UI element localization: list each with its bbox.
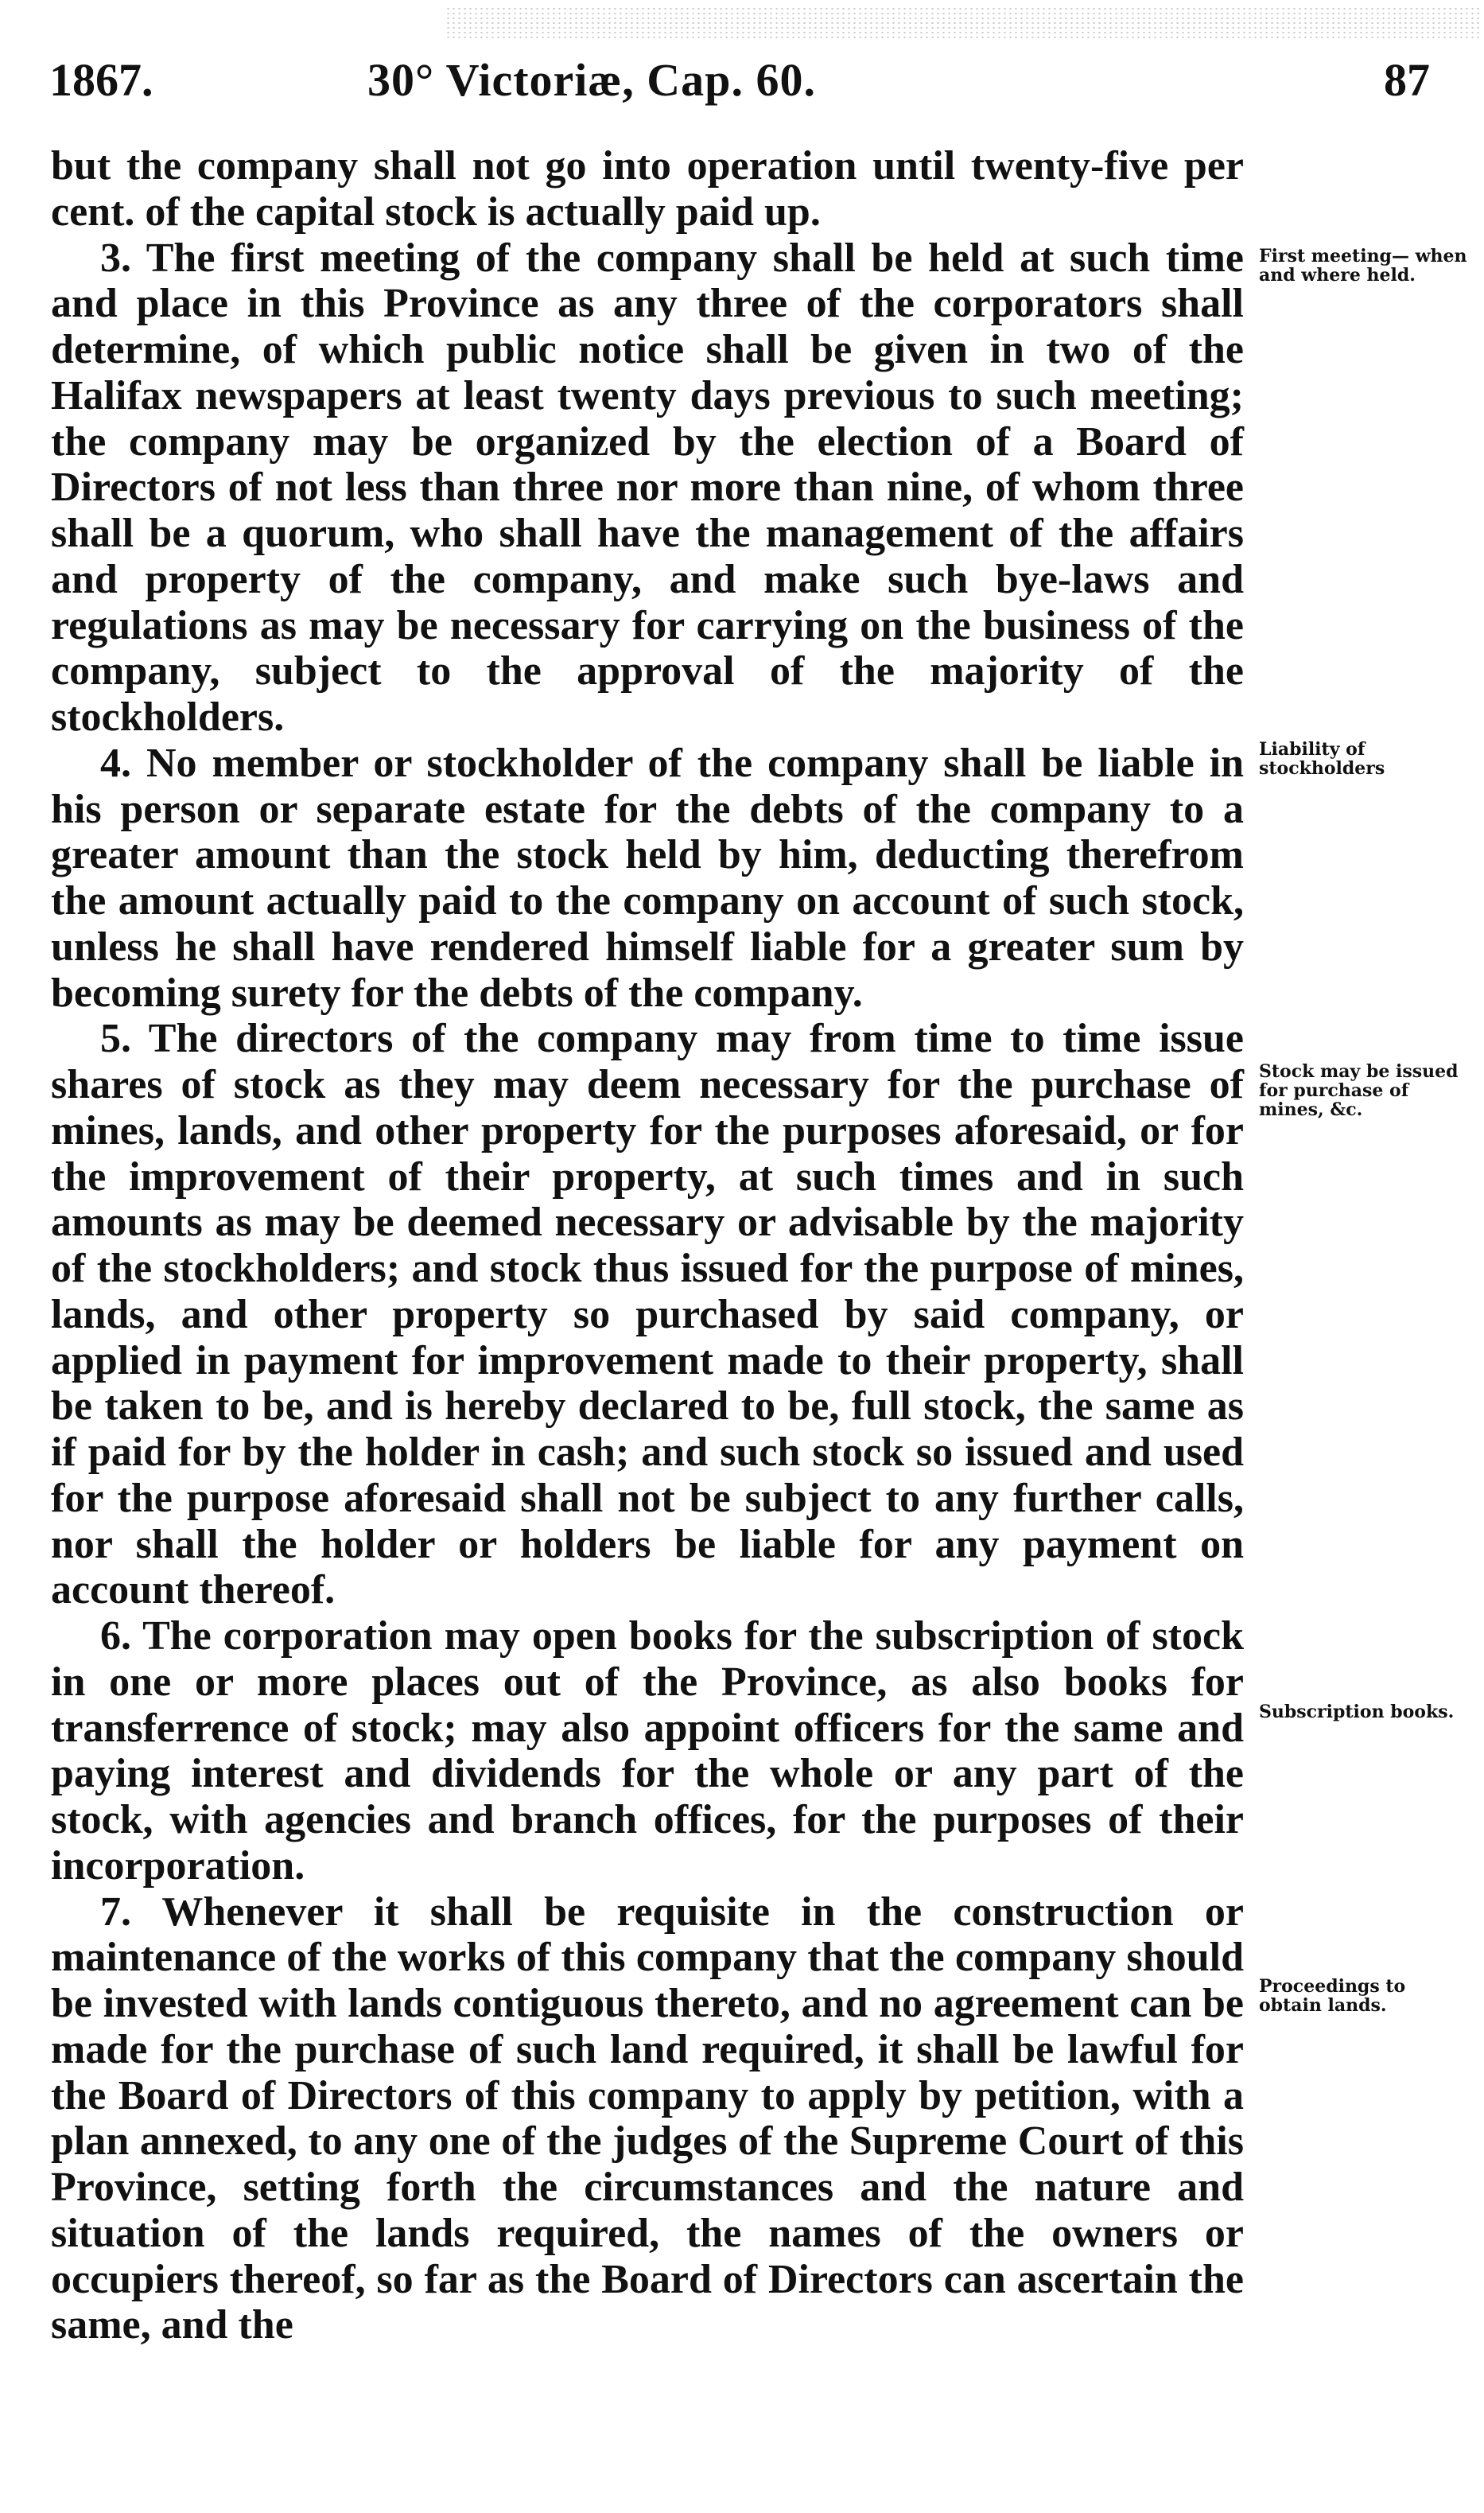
section-5 [51,1016,1244,1613]
section-text: The corporation may open books for the subscription of stock in one or more places out of the Province, as also books for transferrence of stock; may also appoint officers for the same and paying interest and dividends for the whole or any part of the stock, with agencies and branch offices, for the purposes of their incorporation. [51,1613,1244,1889]
section-text: The directors of the company may from time to time issue shares of stock as they may deem necessary for the purchase of mines, lands, and other property for the purposes aforesaid, or for the improvement of their property, at such times and in such amounts as may be deemed necessary or advisable by the majority of the stockholders; and stock thus issued for the purpose of mines, lands, and other property so purchased by said company, or applied in payment for improvement made to their property, shall be taken to be, and is hereby declared to be, full stock, the same as if paid for by the holder in cash; and such stock so issued and used for the purpose aforesaid shall not be subject to any further calls, nor shall the holder or holders be liable for any payment on account thereof. [51,1016,1245,1613]
margin-note-stock-issue: Stock may be issued for purchase of mines, &c. [1259,1061,1459,1120]
header-title: 30° Victoriæ, Cap. 60. [367,54,816,106]
header-year: 1867. [49,54,153,106]
statute-body [51,143,1244,2348]
page-number: 87 [1384,54,1430,106]
section-number: 3. [100,235,131,281]
running-header [0,45,1484,116]
section-6 [51,1613,1244,1889]
section-text: The first meeting of the company shall be held at such time and place in this Province as any three of the corporators shall determine, of which public notice shall be given in two of the Halifax newspapers at least twenty days previous to such meeting; the company may be organized by the election of a Board of Directors of not less than three nor more than nine, of whom three shall be a quorum, who shall have the management of the affairs and property of the company, and make such bye-laws and regulations as may be necessary for carrying on the business of the company, subject to the approval of the majority of the stockholders. [51,235,1244,740]
margin-note-proceedings-lands: Proceedings to obtain lands. [1259,1976,1406,2016]
margin-note-first-meeting: First meeting— when and where held. [1259,246,1467,286]
section-text: No member or stockholder of the company shall be liable in his person or separate estate for the debts of the company to a greater amount than the stock held by him, deducting therefrom the amount actually paid to the company on account of such stock, unless he shall have rendered himself liable for a greater sum by becoming surety for the debts of the company. [51,740,1244,1016]
section-text: Whenever it shall be requisite in the construction or maintenance of the works of this company that the company should be invested with lands contiguous thereto, and no agreement can be made for the purchase of such land required, it shall be lawful for the Board of Directors of this company to apply by petition, with a plan annexed, to any one of the judges of the Supreme Court of this Province, setting forth the circumstances and the nature and situation of the lands required, the names of the owners or occupiers thereof, so far as the Board of Directors can ascertain the same, and the [51,1889,1245,2348]
header-speckle-rule [445,6,1479,40]
section-number: 4. [100,740,131,786]
section-number: 7. [100,1889,131,1935]
section-7 [51,1889,1244,2349]
section-4 [51,741,1244,1017]
continued-paragraph: but the company shall not go into operation until twenty-five per cent. of the capital stock is actually paid up. [51,143,1244,235]
margin-note-subscription-books: Subscription books. [1259,1702,1455,1722]
margin-note-liability: Liability of stockholders [1259,739,1385,779]
section-number: 5. [100,1016,131,1062]
section-number: 6. [100,1613,131,1659]
section-3 [51,235,1244,741]
